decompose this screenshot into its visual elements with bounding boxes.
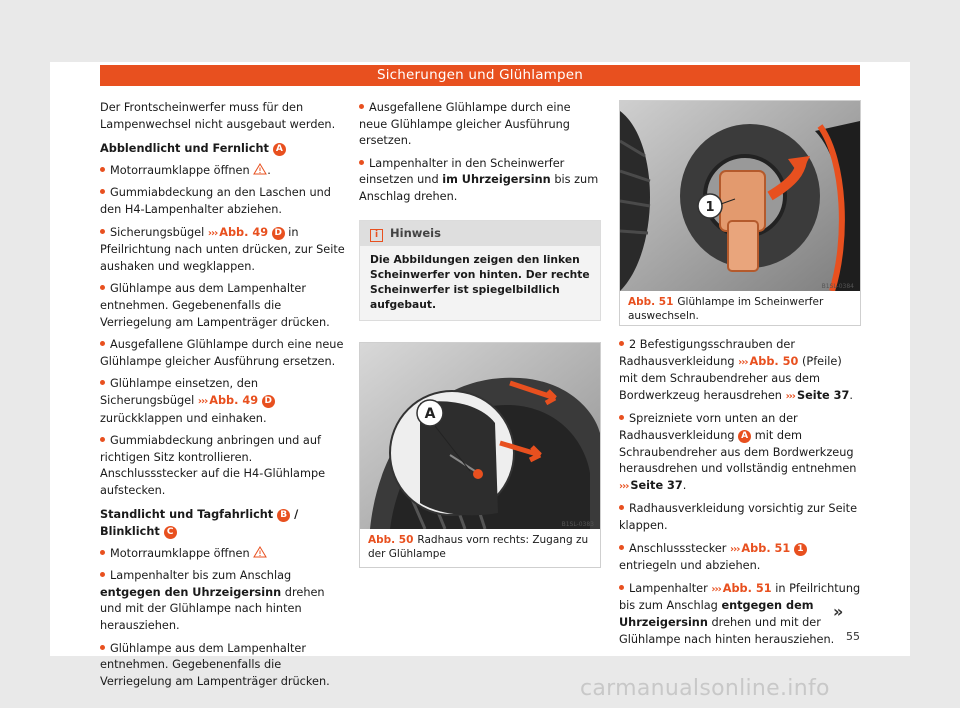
page-link[interactable]: Seite 37 xyxy=(630,478,683,492)
figure-link[interactable]: Abb. 49 xyxy=(219,225,269,239)
bullet-icon xyxy=(100,380,105,385)
figure-label-a: A xyxy=(424,406,436,422)
figure-abb-51 xyxy=(619,100,861,326)
reference-arrow-icon: ››› xyxy=(207,227,218,239)
list-item-text: Glühlampe einsetzen, den Sicherungsbügel xyxy=(100,377,259,407)
reference-arrow-icon: ››› xyxy=(197,395,208,407)
note-text: Die Abbildungen zeigen den linken Scheinwerfer von hinten. Der rechte Scheinwerfer ist spiegelbildlich aufgebaut. xyxy=(370,252,590,311)
caption-ref: Abb. 51 xyxy=(628,296,674,308)
page-number: 55 xyxy=(846,630,860,643)
bullet-icon xyxy=(100,572,105,577)
bullet-icon xyxy=(619,341,624,346)
section-header: Sicherungen und Glühlampen xyxy=(100,65,860,86)
warning-icon xyxy=(253,163,267,175)
list-item xyxy=(619,541,863,575)
list-item-text: Glühlampe aus dem Lampenhalter entnehmen. Gegebenenfalls die Verriegelung am Lampenträger drücken. xyxy=(100,641,330,688)
figure-label-1: 1 xyxy=(705,200,715,215)
bullet-icon xyxy=(619,415,624,420)
note-box xyxy=(359,220,601,321)
marker-1: 1 xyxy=(794,543,807,556)
figure-link[interactable]: Abb. 51 xyxy=(741,541,791,555)
section-title-low-high-beam xyxy=(100,141,346,158)
list-item-text: Anschlussstecker xyxy=(629,541,727,555)
figure-link[interactable]: Abb. 51 xyxy=(722,581,772,595)
list-item xyxy=(359,100,601,150)
list-item-text: zurückklappen und einhaken. xyxy=(100,411,267,425)
bullet-icon xyxy=(100,437,105,442)
list-item xyxy=(100,568,346,634)
bullet-icon xyxy=(100,285,105,290)
list-item xyxy=(100,641,346,691)
figure-caption xyxy=(620,291,860,329)
list-item-text: bis zum Anschlag drehen. xyxy=(359,173,599,203)
list-item: Motorraumklappe öffnen . xyxy=(100,163,346,180)
note-title: Hinweis xyxy=(390,225,441,240)
list-item xyxy=(619,581,863,648)
list-item-text: in Pfeilrichtung bis zum Anschlag xyxy=(619,581,861,613)
marker-d: D xyxy=(262,395,275,408)
list-item-emphasis: entgegen dem Uhrzeigersinn xyxy=(619,599,814,629)
note-header xyxy=(360,221,600,246)
marker-b: B xyxy=(277,509,290,522)
list-item xyxy=(619,501,863,534)
section-title-side-lights xyxy=(100,507,346,540)
list-item xyxy=(100,281,346,331)
continue-marker: » xyxy=(833,602,844,621)
list-item-text: Sicherungsbügel xyxy=(110,225,205,239)
bullet-icon xyxy=(100,167,105,172)
list-item-text: 2 Befestigungsschrauben der Radhausverkleidung xyxy=(619,338,796,368)
list-item xyxy=(100,546,346,563)
section-title-text: Standlicht und Tagfahrlicht xyxy=(100,508,274,522)
list-item-text: (Pfeile) mit dem Schraubendreher aus dem Bordwerkzeug herausdrehen xyxy=(619,354,842,402)
caption-text: Radhaus vorn rechts: Zugang zu der Glühlampe xyxy=(368,534,589,560)
list-item-text: Lampenhalter xyxy=(629,581,708,595)
list-item: Spreizniete vorn unten an der Radhausverkleidung A mit dem Schraubendreher aus dem Bordwerkzeug herausdrehen und vollständig entnehmen ››› Seite 37. xyxy=(619,412,857,492)
list-item-text: Motorraumklappe öffnen xyxy=(110,546,250,560)
list-item xyxy=(100,376,346,427)
list-item-emphasis: entgegen den Uhrzeigersinn xyxy=(100,585,282,599)
figure-abb-50 xyxy=(359,342,601,568)
figure-caption xyxy=(360,529,600,567)
caption-text: Glühlampe im Scheinwerfer auswechseln. xyxy=(628,296,824,322)
marker-a: A xyxy=(273,143,286,156)
list-item-text: Motorraumklappe öffnen xyxy=(110,163,250,177)
figure-link[interactable]: Abb. 50 xyxy=(749,354,799,368)
reference-arrow-icon: ››› xyxy=(738,356,748,368)
bullet-icon xyxy=(100,341,105,346)
info-icon: i xyxy=(370,229,383,242)
list-item-text: Gummiabdeckung an den Laschen und den H4-Lampenhalter abziehen. xyxy=(100,186,331,216)
figure-code: B1SL-0383 xyxy=(561,521,594,528)
caption-ref: Abb. 50 xyxy=(368,534,414,546)
list-item-text: Gummiabdeckung anbringen und auf richtigen Sitz kontrollieren. Anschlussstecker auf die H4-Glühlampe aufstecken. xyxy=(100,434,326,497)
reference-arrow-icon: ››› xyxy=(730,543,740,555)
reference-arrow-icon: ››› xyxy=(711,583,721,595)
list-item-text: Lampenhalter bis zum Anschlag xyxy=(110,569,292,583)
list-item xyxy=(100,185,346,218)
marker-a: A xyxy=(738,430,751,443)
bullet-icon xyxy=(619,505,624,510)
list-item-text: Ausgefallene Glühlampe durch eine neue Glühlampe gleicher Ausführung ersetzen. xyxy=(359,101,571,148)
bullet-icon xyxy=(619,545,624,550)
list-item-text: in Pfeilrichtung nach unten drücken, zur Seite aushaken und wegklappen. xyxy=(100,225,345,273)
bullet-icon xyxy=(359,160,364,165)
list-item-text: drehen und mit der Glühlampe nach hinten herausziehen. xyxy=(100,585,325,633)
column-3 xyxy=(619,337,863,654)
watermark: carmanualsonline.info xyxy=(580,676,830,701)
warning-icon xyxy=(253,546,267,558)
column-1 xyxy=(100,100,346,696)
list-item-emphasis: im Uhrzeigersinn xyxy=(442,173,551,187)
figure-code: B1SL-0384 xyxy=(821,283,854,290)
list-item-text: Spreizniete vorn unten an der Radhausverkleidung xyxy=(619,412,798,442)
marker-d: D xyxy=(272,227,285,240)
wheel-arch-illustration xyxy=(360,343,600,529)
bullet-icon xyxy=(619,585,624,590)
list-item-text: mit dem Schraubendreher aus dem Bordwerkzeug herausdrehen und vollständig entnehmen xyxy=(619,428,857,476)
marker-c: C xyxy=(164,526,177,539)
page-link[interactable]: Seite 37 xyxy=(796,388,850,402)
list-item-text: drehen und mit der Glühlampe nach hinten herausziehen. xyxy=(619,615,835,646)
section-title-text: Abblendlicht und Fernlicht xyxy=(100,142,269,156)
list-item xyxy=(359,156,601,206)
list-item xyxy=(100,225,346,276)
bullet-icon xyxy=(100,189,105,194)
list-item-text: Lampenhalter in den Scheinwerfer einsetzen und xyxy=(359,156,565,187)
list-item-text: Radhausverkleidung vorsichtig zur Seite klappen. xyxy=(619,502,858,532)
reference-arrow-icon: ››› xyxy=(619,480,629,492)
list-item: 2 Befestigungsschrauben der Radhausverkleidung ››› Abb. 50 (Pfeile) mit dem Schraubendreher aus dem Bordwerkzeug herausdrehen ››› Seite 37. xyxy=(619,338,853,402)
list-item-text: Ausgefallene Glühlampe durch eine neue Glühlampe gleicher Ausführung ersetzen. xyxy=(100,338,344,368)
list-item-text: Glühlampe aus dem Lampenhalter entnehmen. Gegebenenfalls die Verriegelung am Lampenträger drücken. xyxy=(100,282,330,329)
bullet-icon xyxy=(359,104,364,109)
headlight-bulb-illustration xyxy=(620,101,860,291)
reference-arrow-icon: ››› xyxy=(785,390,795,402)
figure-link[interactable]: Abb. 49 xyxy=(209,393,259,407)
section-title-text: / Blinklicht xyxy=(100,508,299,539)
bullet-icon xyxy=(100,229,105,234)
list-item xyxy=(100,337,346,370)
bullet-icon xyxy=(100,645,105,650)
intro-text: Der Frontscheinwerfer muss für den Lampenwechsel nicht ausgebaut werden. xyxy=(100,101,336,131)
list-item xyxy=(100,433,346,499)
list-item-text: entriegeln und abziehen. xyxy=(619,559,761,573)
bullet-icon xyxy=(100,550,105,555)
